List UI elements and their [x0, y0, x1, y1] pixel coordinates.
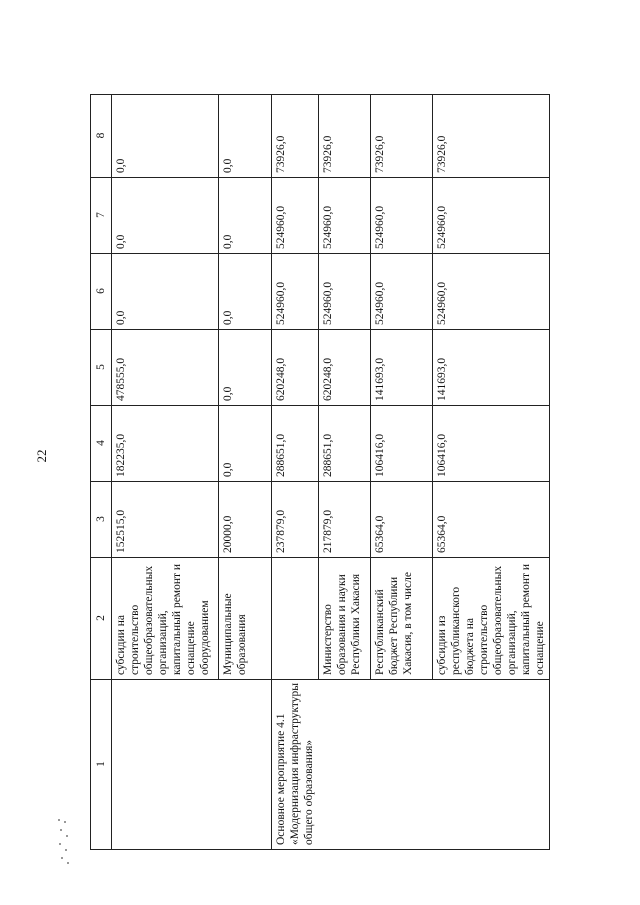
value-cell: 0,0 — [219, 178, 272, 254]
header-cell: 2 — [91, 558, 112, 680]
value-cell: 524960,0 — [318, 254, 370, 330]
value-cell: 524960,0 — [272, 254, 319, 330]
value-cell: 288651,0 — [272, 406, 319, 482]
activity-cell — [112, 680, 219, 850]
value-cell: 141693,0 — [432, 330, 549, 406]
header-row — [91, 95, 112, 850]
value-cell: 524960,0 — [432, 178, 549, 254]
activity-cell — [318, 680, 370, 850]
value-cell: 217879,0 — [318, 482, 370, 558]
value-cell: 0,0 — [112, 178, 219, 254]
value-cell: 73926,0 — [272, 95, 319, 178]
value-cell: 141693,0 — [370, 330, 432, 406]
value-cell: 182235,0 — [112, 406, 219, 482]
value-cell: 106416,0 — [432, 406, 549, 482]
header-cell: 3 — [91, 482, 112, 558]
value-cell: 0,0 — [219, 95, 272, 178]
table-row — [272, 95, 319, 850]
value-cell: 237879,0 — [272, 482, 319, 558]
value-cell: 0,0 — [112, 95, 219, 178]
header-cell: 7 — [91, 178, 112, 254]
value-cell: 620248,0 — [318, 330, 370, 406]
header-cell: 5 — [91, 330, 112, 406]
source-cell: Республиканский бюджет Республики Хакасия, в том числе — [370, 558, 432, 680]
value-cell: 524960,0 — [272, 178, 319, 254]
table-row — [432, 95, 549, 850]
value-cell: 65364,0 — [370, 482, 432, 558]
rotated-table-layer — [90, 95, 546, 850]
header-cell: 4 — [91, 406, 112, 482]
value-cell: 620248,0 — [272, 330, 319, 406]
value-cell: 524960,0 — [432, 254, 549, 330]
value-cell: 65364,0 — [432, 482, 549, 558]
activity-cell: Основное мероприятие 4.1 «Модернизация инфраструктуры общего образования» — [272, 680, 319, 850]
value-cell: 288651,0 — [318, 406, 370, 482]
page-number: 22 — [34, 449, 49, 463]
source-cell — [272, 558, 319, 680]
header-cell: 8 — [91, 95, 112, 178]
activity-cell — [219, 680, 272, 850]
value-cell: 73926,0 — [370, 95, 432, 178]
header-cell: 1 — [91, 680, 112, 850]
value-cell: 524960,0 — [370, 254, 432, 330]
value-cell: 524960,0 — [370, 178, 432, 254]
value-cell: 106416,0 — [370, 406, 432, 482]
data-table — [90, 94, 550, 850]
source-cell: Министерство образования и науки Республики Хакасия — [318, 558, 370, 680]
scan-artifact — [58, 815, 70, 865]
activity-cell — [432, 680, 549, 850]
value-cell: 0,0 — [219, 330, 272, 406]
value-cell: 0,0 — [219, 406, 272, 482]
value-cell: 0,0 — [112, 254, 219, 330]
source-cell: субсидии из республиканского бюджета на строительство общеобразовательных организаций, капитальный ремонт и оснащение — [432, 558, 549, 680]
value-cell: 73926,0 — [432, 95, 549, 178]
table-row — [370, 95, 432, 850]
value-cell: 0,0 — [219, 254, 272, 330]
table-row — [318, 95, 370, 850]
value-cell: 73926,0 — [318, 95, 370, 178]
value-cell: 20000,0 — [219, 482, 272, 558]
value-cell: 524960,0 — [318, 178, 370, 254]
value-cell: 478555,0 — [112, 330, 219, 406]
source-cell: субсидии на строительство общеобразовательных организаций, капитальный ремонт и оснащение оборудованием — [112, 558, 219, 680]
source-cell: Муниципальные образования — [219, 558, 272, 680]
table-row — [112, 95, 219, 850]
activity-cell — [370, 680, 432, 850]
value-cell: 152515,0 — [112, 482, 219, 558]
header-cell: 6 — [91, 254, 112, 330]
table-row — [219, 95, 272, 850]
